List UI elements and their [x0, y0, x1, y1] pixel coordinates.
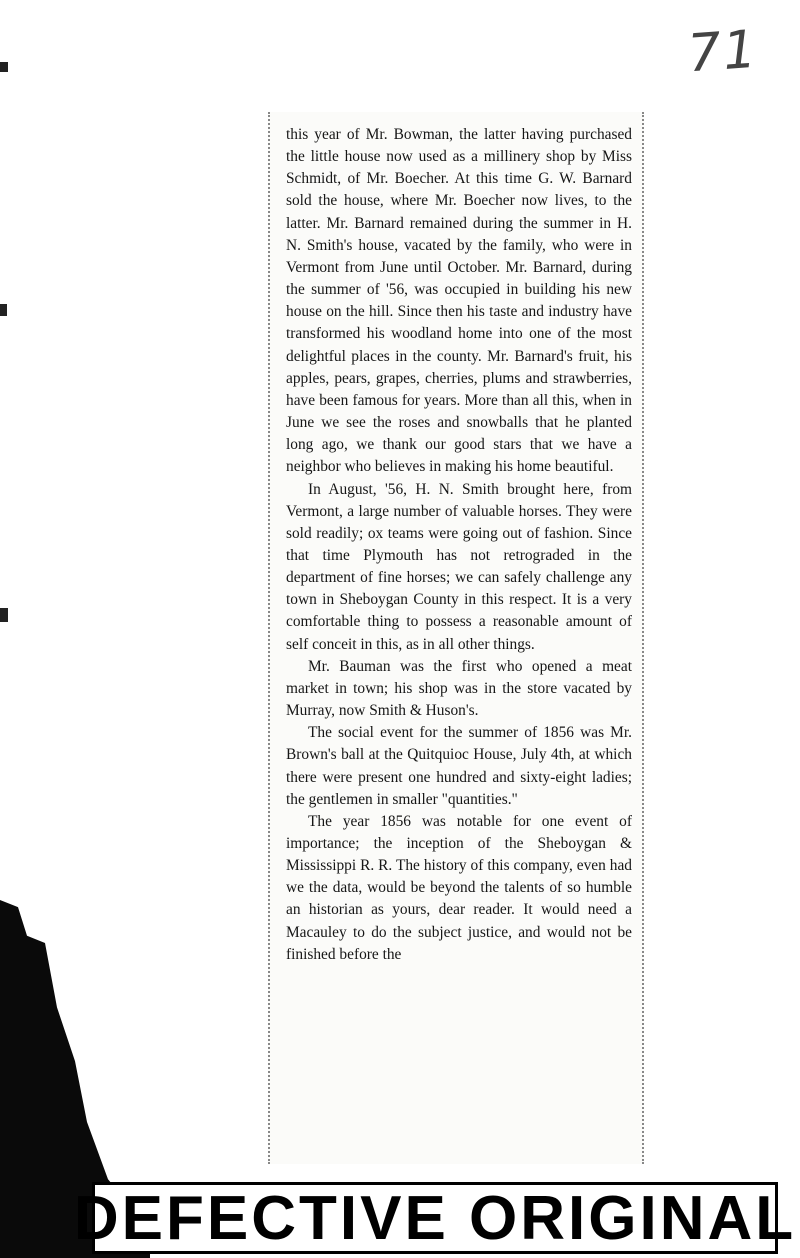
defective-original-stamp — [73, 1182, 797, 1254]
handwritten-page-number: 71 — [685, 19, 761, 85]
edge-mark — [0, 62, 8, 72]
edge-mark — [0, 304, 7, 316]
article-paragraph: The year 1856 was notable for one event of importance; the inception of the Sheboygan & Mississippi R. R. The history of this company, even had we the data, would be beyond the talents of so humble an historian as yours, dear reader. It would need a Macauley to do the subject justice, and would not be finished before the — [286, 812, 632, 963]
article-paragraph: Mr. Bauman was the first who opened a meat market in town; his shop was in the store vacated by Murray, now Smith & Huson's. — [286, 657, 632, 720]
stamp-label: DEFECTIVE ORIGINAL — [73, 1183, 797, 1253]
article-paragraph: The social event for the summer of 1856 was Mr. Brown's ball at the Quitquioc House, July 4th, at which there were present one hundred and sixty-eight ladies; the gentlemen in smaller "quantities." — [286, 724, 632, 808]
article-paragraph: this year of Mr. Bowman, the latter having purchased the little house now used as a millinery shop by Miss Schmidt, of Mr. Boecher. At this time G. W. Barnard sold the house, where Mr. Boecher now lives, to the latter. Mr. Barnard remained during the summer in H. N. Smith's house, vacated by the family, who were in Vermont from June until October. Mr. Barnard, during the summer of '56, was occupied in building his new house on the hill. Since then his taste and industry have transformed his woodland home into one of the most delightful places in the county. Mr. Barnard's fruit, his apples, pears, grapes, cherries, plums and strawberries, have been famous for years. More than all this, when in June we see the roses and snowballs that he planted long ago, we thank our good stars that we have a neighbor who believes in making his home beautiful. — [286, 126, 632, 476]
article-column — [286, 124, 632, 966]
edge-mark — [0, 608, 8, 622]
article-paragraph: In August, '56, H. N. Smith brought here, from Vermont, a large number of valuable horses. They were sold readily; ox teams were going out of fashion. Since that time Plymouth has not retrograded in the department of fine horses; we can safely challenge any town in Sheboygan County in this respect. It is a very comfortable thing to possess a reasonable amount of self conceit in this, as in all other things. — [286, 480, 632, 653]
